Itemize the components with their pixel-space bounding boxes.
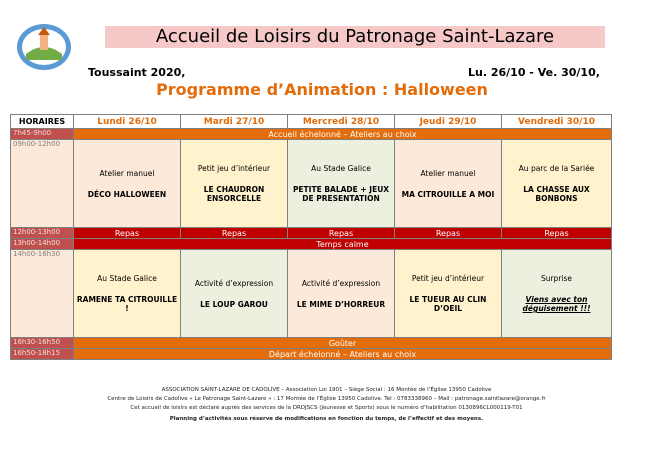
activity-title: LE TUEUR AU CLIN D’OEIL	[409, 295, 487, 313]
snack-label: Goûter	[74, 338, 612, 349]
time-cell: 16h50-18h15	[11, 349, 74, 360]
activity-cell	[181, 250, 288, 338]
activity-title: PETITE BALADE + JEUX DE PRESENTATION	[292, 185, 390, 203]
activity-cell	[74, 140, 181, 228]
column-header: Mardi 27/10	[181, 115, 288, 129]
column-header: Lundi 26/10	[74, 115, 181, 129]
lunch-label: Repas	[395, 228, 502, 239]
activity-title: RAMENE TA CITROUILLE !	[76, 295, 178, 313]
footer-line: Centre de Loisirs de Cadolive « Le Patronage Saint-Lazare » : 17 Montée de l’Église 13950 Cadolive. Tel : 0783338960 – Mail : patronage.saintlazare@orange.fr	[107, 396, 546, 402]
activity-label: Atelier manuel	[99, 168, 155, 178]
activity-label: Petit jeu d’intérieur	[197, 164, 271, 173]
time-cell: 16h30-16h50	[11, 338, 74, 349]
activity-title: Viens avec ton déguisement !!!	[522, 295, 591, 313]
morning-row	[11, 140, 612, 228]
lunch-label: Repas	[288, 228, 395, 239]
activity-cell	[395, 250, 502, 338]
activity-title: MA CITROUILLE A MOI	[401, 189, 495, 199]
column-header: Mercredi 28/10	[288, 115, 395, 129]
footer-line: Cet accueil de loisirs est déclaré auprès des services de la DRDJSCS (Jeunesse et Sports) sous le numéro d’habilitation 0130896CL000119-T01	[130, 405, 523, 411]
activity-label: Surprise	[540, 274, 573, 283]
activity-title: LE MIME D’HORREUR	[296, 299, 386, 309]
time-cell: 13h00-14h00	[11, 239, 74, 250]
activity-label: Au parc de la Sariée	[518, 164, 595, 173]
departure-row	[11, 349, 612, 360]
footer-line: Planning d’activités sous réserve de modifications en fonction du temps, de l’effectif et des moyens.	[169, 416, 484, 422]
time-cell: 7h45-9h00	[11, 129, 74, 140]
activity-label: Activité d’expression	[194, 278, 274, 288]
column-header: Vendredi 30/10	[502, 115, 612, 129]
time-cell: 09h00-12h00	[11, 140, 74, 228]
activity-title: LA CHASSE AUX BONBONS	[523, 185, 590, 203]
activity-cell	[502, 140, 612, 228]
activity-label: Au Stade Galice	[311, 164, 371, 173]
activity-cell	[288, 140, 395, 228]
activity-label: Activité d’expression	[301, 278, 381, 288]
quiet-time-label: Temps calme	[74, 239, 612, 250]
activity-cell	[74, 250, 181, 338]
afternoon-row	[11, 250, 612, 338]
footer-line: ASSOCIATION SAINT-LAZARE DE CADOLIVE – Association Loi 1901 – Siège Social : 16 Montée de l’Église 13950 Cadolive	[161, 387, 492, 393]
program-subtitle: Programme d’Animation : Halloween	[156, 80, 488, 99]
activity-cell	[395, 140, 502, 228]
column-header: HORAIRES	[11, 115, 74, 129]
activity-label: Atelier manuel	[420, 168, 476, 178]
activity-cell	[502, 250, 612, 338]
departure-label: Départ échelonné – Ateliers au choix	[74, 349, 612, 360]
quiet-time-row	[11, 239, 612, 250]
snack-row	[11, 338, 612, 349]
time-cell: 12h00-13h00	[11, 228, 74, 239]
lunch-label: Repas	[74, 228, 181, 239]
activity-title: DÉCO HALLOWEEN	[87, 189, 167, 199]
schedule-table	[10, 114, 611, 360]
activity-label: Petit jeu d’intérieur	[411, 274, 485, 283]
date-range: Lu. 26/10 - Ve. 30/10,	[468, 66, 600, 79]
activity-cell	[181, 140, 288, 228]
header-row	[11, 115, 612, 129]
column-header: Jeudi 29/10	[395, 115, 502, 129]
arrival-label: Accueil échelonné – Ateliers au choix	[74, 129, 612, 140]
lunch-label: Repas	[181, 228, 288, 239]
activity-label: Au Stade Galice	[97, 274, 157, 283]
arrival-row	[11, 129, 612, 140]
activity-title: LE CHAUDRON ENSORCELLE	[203, 185, 265, 203]
activity-cell	[288, 250, 395, 338]
time-cell: 14h00-16h30	[11, 250, 74, 338]
activity-title: LE LOUP GAROU	[200, 299, 268, 309]
lunch-row	[11, 228, 612, 239]
season-label: Toussaint 2020,	[88, 66, 186, 79]
page-title: Accueil de Loisirs du Patronage Saint-Lazare	[155, 26, 555, 47]
lunch-label: Repas	[502, 228, 612, 239]
logo	[14, 22, 74, 72]
